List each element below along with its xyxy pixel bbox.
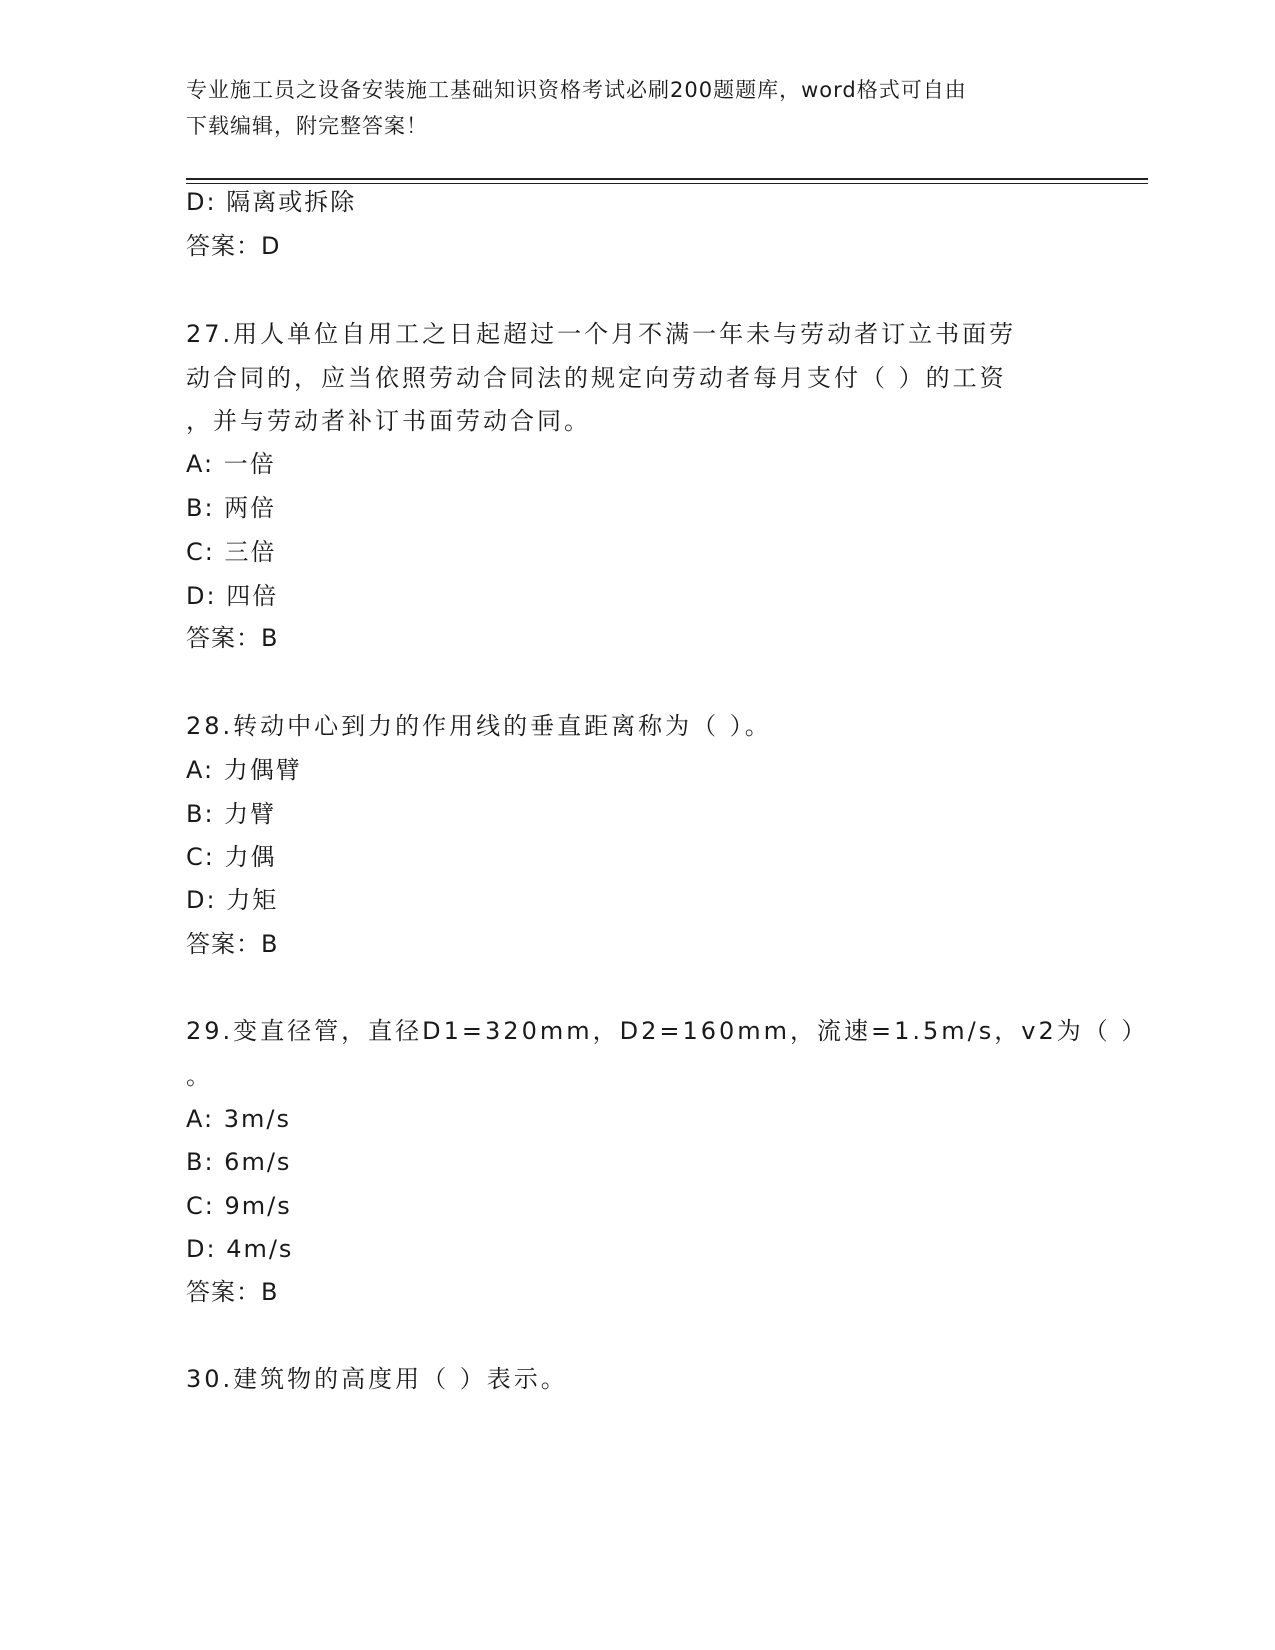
q29-option-d: D: 4m/s	[186, 1235, 294, 1263]
q27-answer: 答案：B	[186, 624, 279, 652]
q28-option-b: B: 力臂	[186, 800, 277, 828]
q30-text-line-1: 30.建筑物的高度用（ ）表示。	[186, 1365, 568, 1393]
q27-text-line-1: 27.用人单位自用工之日起超过一个月不满一年未与劳动者订立书面劳	[186, 320, 1017, 348]
q27-option-b: B: 两倍	[186, 494, 277, 522]
q29-option-a: A: 3m/s	[186, 1105, 291, 1133]
q29-option-b: B: 6m/s	[186, 1148, 292, 1176]
prev-answer: 答案：D	[186, 232, 281, 260]
q28-answer: 答案：B	[186, 930, 279, 958]
document-header	[186, 72, 1076, 144]
header-line-2: 下载编辑，附完整答案！	[186, 114, 428, 138]
q28-option-c: C: 力偶	[186, 843, 277, 871]
q29-text-line-2: 。	[186, 1062, 212, 1090]
q29-option-c: C: 9m/s	[186, 1192, 292, 1220]
prev-option-d: D: 隔离或拆除	[186, 188, 357, 216]
q29-text-line-1: 29.变直径管，直径D1=320mm，D2=160mm，流速=1.5m/s，v2为（ ）	[186, 1017, 1149, 1045]
q28-option-a: A: 力偶臂	[186, 756, 302, 784]
q27-text-line-3: ，并与劳动者补订书面劳动合同。	[186, 407, 591, 435]
q27-option-a: A: 一倍	[186, 450, 276, 478]
q28-text-line-1: 28.转动中心到力的作用线的垂直距离称为（ ）。	[186, 712, 772, 740]
header-divider-thin	[186, 183, 1148, 184]
q27-option-d: D: 四倍	[186, 582, 279, 610]
header-divider-thick	[186, 178, 1148, 180]
header-line-1: 专业施工员之设备安装施工基础知识资格考试必刷200题题库，word格式可自由	[186, 78, 967, 102]
q29-answer: 答案：B	[186, 1278, 279, 1306]
q27-text-line-2: 动合同的，应当依照劳动合同法的规定向劳动者每月支付（ ）的工资	[186, 364, 1007, 392]
q27-option-c: C: 三倍	[186, 538, 277, 566]
q28-option-d: D: 力矩	[186, 886, 279, 914]
